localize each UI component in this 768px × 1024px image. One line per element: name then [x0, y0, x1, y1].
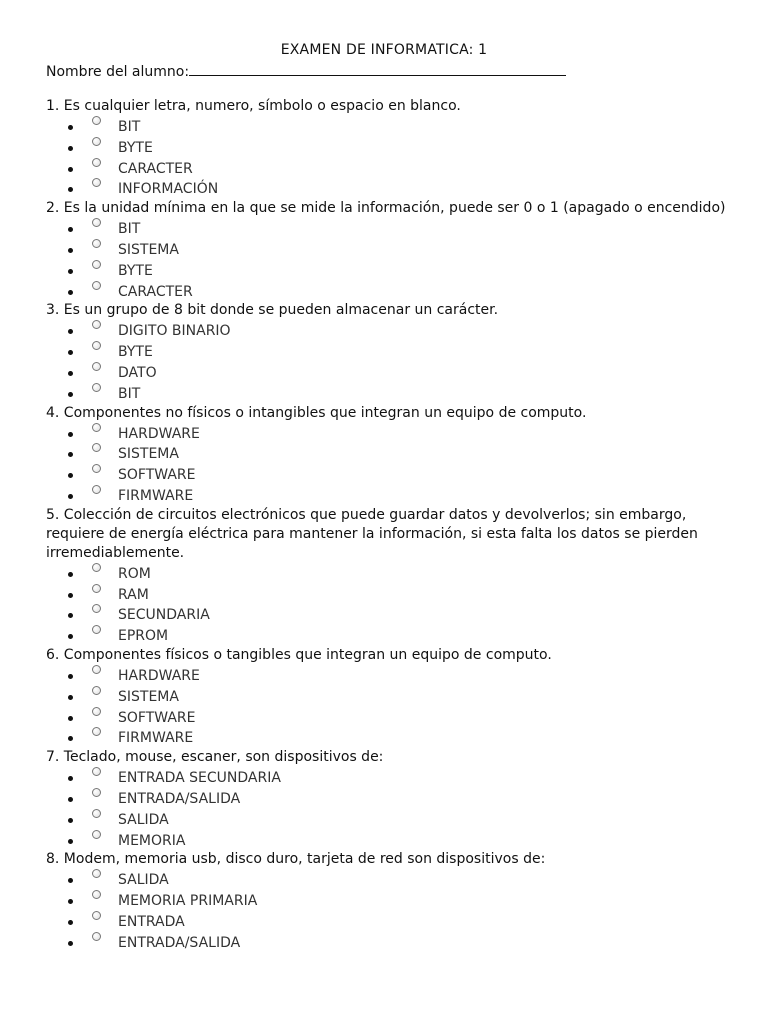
student-name-label: Nombre del alumno: [46, 64, 190, 80]
option-item [46, 869, 726, 890]
radio-button-icon[interactable] [92, 464, 101, 473]
radio-button-icon[interactable] [92, 485, 101, 494]
exam-title: EXAMEN DE INFORMATICA: 1 [280, 42, 488, 58]
option-item [46, 727, 726, 748]
radio-button-icon[interactable] [92, 625, 101, 634]
option-label: SOFTWARE [118, 467, 196, 484]
option-item [46, 830, 726, 851]
bullet-icon [68, 248, 73, 253]
bullet-icon [68, 371, 73, 376]
option-label: SALIDA [118, 811, 169, 828]
bullet-icon [68, 920, 73, 925]
question-text: 4. Componentes no físicos o intangibles que integran un equipo de computo. [46, 404, 587, 421]
option-item [46, 320, 726, 341]
radio-button-icon[interactable] [92, 584, 101, 593]
radio-button-icon[interactable] [92, 158, 101, 167]
student-name-blank[interactable] [189, 62, 566, 76]
radio-button-icon[interactable] [92, 218, 101, 227]
bullet-icon [68, 167, 73, 172]
radio-button-icon[interactable] [92, 239, 101, 248]
option-label: RAM [118, 586, 149, 603]
option-item [46, 686, 726, 707]
option-label: HARDWARE [118, 667, 200, 684]
radio-button-icon[interactable] [92, 788, 101, 797]
option-label: ROM [118, 565, 151, 582]
radio-button-icon[interactable] [92, 932, 101, 941]
student-name-line [46, 62, 566, 80]
question-2 [46, 199, 726, 301]
radio-button-icon[interactable] [92, 604, 101, 613]
radio-button-icon[interactable] [92, 911, 101, 920]
option-label: BIT [118, 385, 141, 402]
option-list [46, 869, 726, 952]
question-3 [46, 301, 726, 403]
bullet-icon [68, 452, 73, 457]
option-label: SECUNDARIA [118, 607, 210, 624]
option-label: BYTE [118, 262, 153, 279]
option-list [46, 116, 726, 199]
option-item [46, 563, 726, 584]
bullet-icon [68, 736, 73, 741]
option-item [46, 932, 726, 953]
bullet-icon [68, 473, 73, 478]
bullet-icon [68, 695, 73, 700]
option-label: DIGITO BINARIO [118, 323, 231, 340]
option-item [46, 341, 726, 362]
bullet-icon [68, 494, 73, 499]
option-label: BIT [118, 119, 141, 135]
bullet-icon [68, 269, 73, 274]
bullet-icon [68, 818, 73, 823]
bullet-icon [68, 797, 73, 802]
radio-button-icon[interactable] [92, 890, 101, 899]
option-label: ENTRADA SECUNDARIA [118, 770, 281, 787]
bullet-icon [68, 674, 73, 679]
option-label: EPROM [118, 628, 169, 645]
question-text: 6. Componentes físicos o tangibles que integran un equipo de computo. [46, 646, 552, 663]
question-text: 7. Teclado, mouse, escaner, son dispositivos de: [46, 749, 384, 766]
radio-button-icon[interactable] [92, 423, 101, 432]
radio-button-icon[interactable] [92, 137, 101, 146]
radio-button-icon[interactable] [92, 178, 101, 187]
radio-button-icon[interactable] [92, 260, 101, 269]
radio-button-icon[interactable] [92, 707, 101, 716]
option-label: MEMORIA [118, 832, 186, 849]
bullet-icon [68, 613, 73, 618]
option-label: FIRMWARE [118, 730, 194, 747]
question-text: 8. Modem, memoria usb, disco duro, tarjeta de red son dispositivos de: [46, 851, 546, 868]
option-label: CARACTER [118, 283, 193, 300]
radio-button-icon[interactable] [92, 362, 101, 371]
option-label: SOFTWARE [118, 709, 196, 726]
bullet-icon [68, 392, 73, 397]
option-item [46, 423, 726, 444]
option-label: HARDWARE [118, 425, 200, 442]
option-item [46, 239, 726, 260]
option-item [46, 158, 726, 179]
bullet-icon [68, 125, 73, 130]
option-item [46, 707, 726, 728]
radio-button-icon[interactable] [92, 767, 101, 776]
option-item [46, 604, 726, 625]
bullet-icon [68, 187, 73, 192]
option-item [46, 767, 726, 788]
question-text: 2. Es la unidad mínima en la que se mide la información, puede ser 0 o 1 (apagado o encendido) [46, 200, 726, 217]
bullet-icon [68, 634, 73, 639]
option-label: ENTRADA [118, 913, 185, 930]
radio-button-icon[interactable] [92, 281, 101, 290]
option-label: BIT [118, 221, 141, 238]
option-label: SISTEMA [118, 688, 179, 705]
radio-button-icon[interactable] [92, 727, 101, 736]
option-label: CARACTER [118, 160, 193, 177]
option-label: SISTEMA [118, 241, 179, 258]
question-7 [46, 748, 726, 850]
bullet-icon [68, 716, 73, 721]
option-item [46, 584, 726, 605]
option-list [46, 563, 726, 646]
bullet-icon [68, 350, 73, 355]
option-label: FIRMWARE [118, 487, 194, 504]
option-label: SALIDA [118, 872, 169, 889]
question-text: 5. Colección de circuitos electrónicos que puede guardar datos y devolverlos; sin embargo, requiere de energía eléctrica para mantener la información, si esta falta los datos se pierden irremediablemente. [46, 506, 698, 561]
option-label: BYTE [118, 139, 153, 156]
bullet-icon [68, 899, 73, 904]
radio-button-icon[interactable] [92, 383, 101, 392]
option-label: MEMORIA PRIMARIA [118, 893, 258, 910]
option-label: INFORMACIÓN [118, 181, 219, 198]
option-item [46, 665, 726, 686]
question-text: 1. Es cualquier letra, numero, símbolo o espacio en blanco. [46, 98, 461, 114]
bullet-icon [68, 432, 73, 437]
radio-button-icon[interactable] [92, 869, 101, 878]
radio-button-icon[interactable] [92, 830, 101, 839]
bullet-icon [68, 290, 73, 295]
question-1 [46, 97, 726, 199]
option-item [46, 281, 726, 302]
option-item [46, 890, 726, 911]
option-list [46, 320, 726, 403]
option-label: DATO [118, 364, 157, 381]
question-5 [46, 506, 726, 646]
option-item [46, 464, 726, 485]
radio-button-icon[interactable] [92, 443, 101, 452]
question-6 [46, 646, 726, 748]
option-item [46, 383, 726, 404]
option-item [46, 218, 726, 239]
question-text: 3. Es un grupo de 8 bit donde se pueden almacenar un carácter. [46, 302, 499, 319]
bullet-icon [68, 329, 73, 334]
radio-button-icon[interactable] [92, 809, 101, 818]
radio-button-icon[interactable] [92, 563, 101, 572]
option-item [46, 362, 726, 383]
option-item [46, 116, 726, 137]
bullet-icon [68, 227, 73, 232]
radio-button-icon[interactable] [92, 341, 101, 350]
bullet-icon [68, 878, 73, 883]
option-label: SISTEMA [118, 446, 179, 463]
option-label: BYTE [118, 344, 153, 361]
bullet-icon [68, 146, 73, 151]
option-item [46, 178, 726, 199]
question-list [46, 97, 726, 953]
bullet-icon [68, 941, 73, 946]
option-item [46, 788, 726, 809]
option-list [46, 665, 726, 748]
option-item [46, 809, 726, 830]
radio-button-icon[interactable] [92, 665, 101, 674]
option-list [46, 423, 726, 506]
option-list [46, 218, 726, 301]
bullet-icon [68, 593, 73, 598]
option-item [46, 260, 726, 281]
bullet-icon [68, 839, 73, 844]
question-8 [46, 850, 726, 952]
radio-button-icon[interactable] [92, 320, 101, 329]
radio-button-icon[interactable] [92, 116, 101, 125]
question-4 [46, 404, 726, 506]
bullet-icon [68, 776, 73, 781]
option-list [46, 767, 726, 850]
bullet-icon [68, 572, 73, 577]
option-item [46, 625, 726, 646]
option-label: ENTRADA/SALIDA [118, 934, 241, 951]
option-item [46, 137, 726, 158]
radio-button-icon[interactable] [92, 686, 101, 695]
option-item [46, 485, 726, 506]
option-label: ENTRADA/SALIDA [118, 790, 241, 807]
option-item [46, 911, 726, 932]
option-item [46, 443, 726, 464]
